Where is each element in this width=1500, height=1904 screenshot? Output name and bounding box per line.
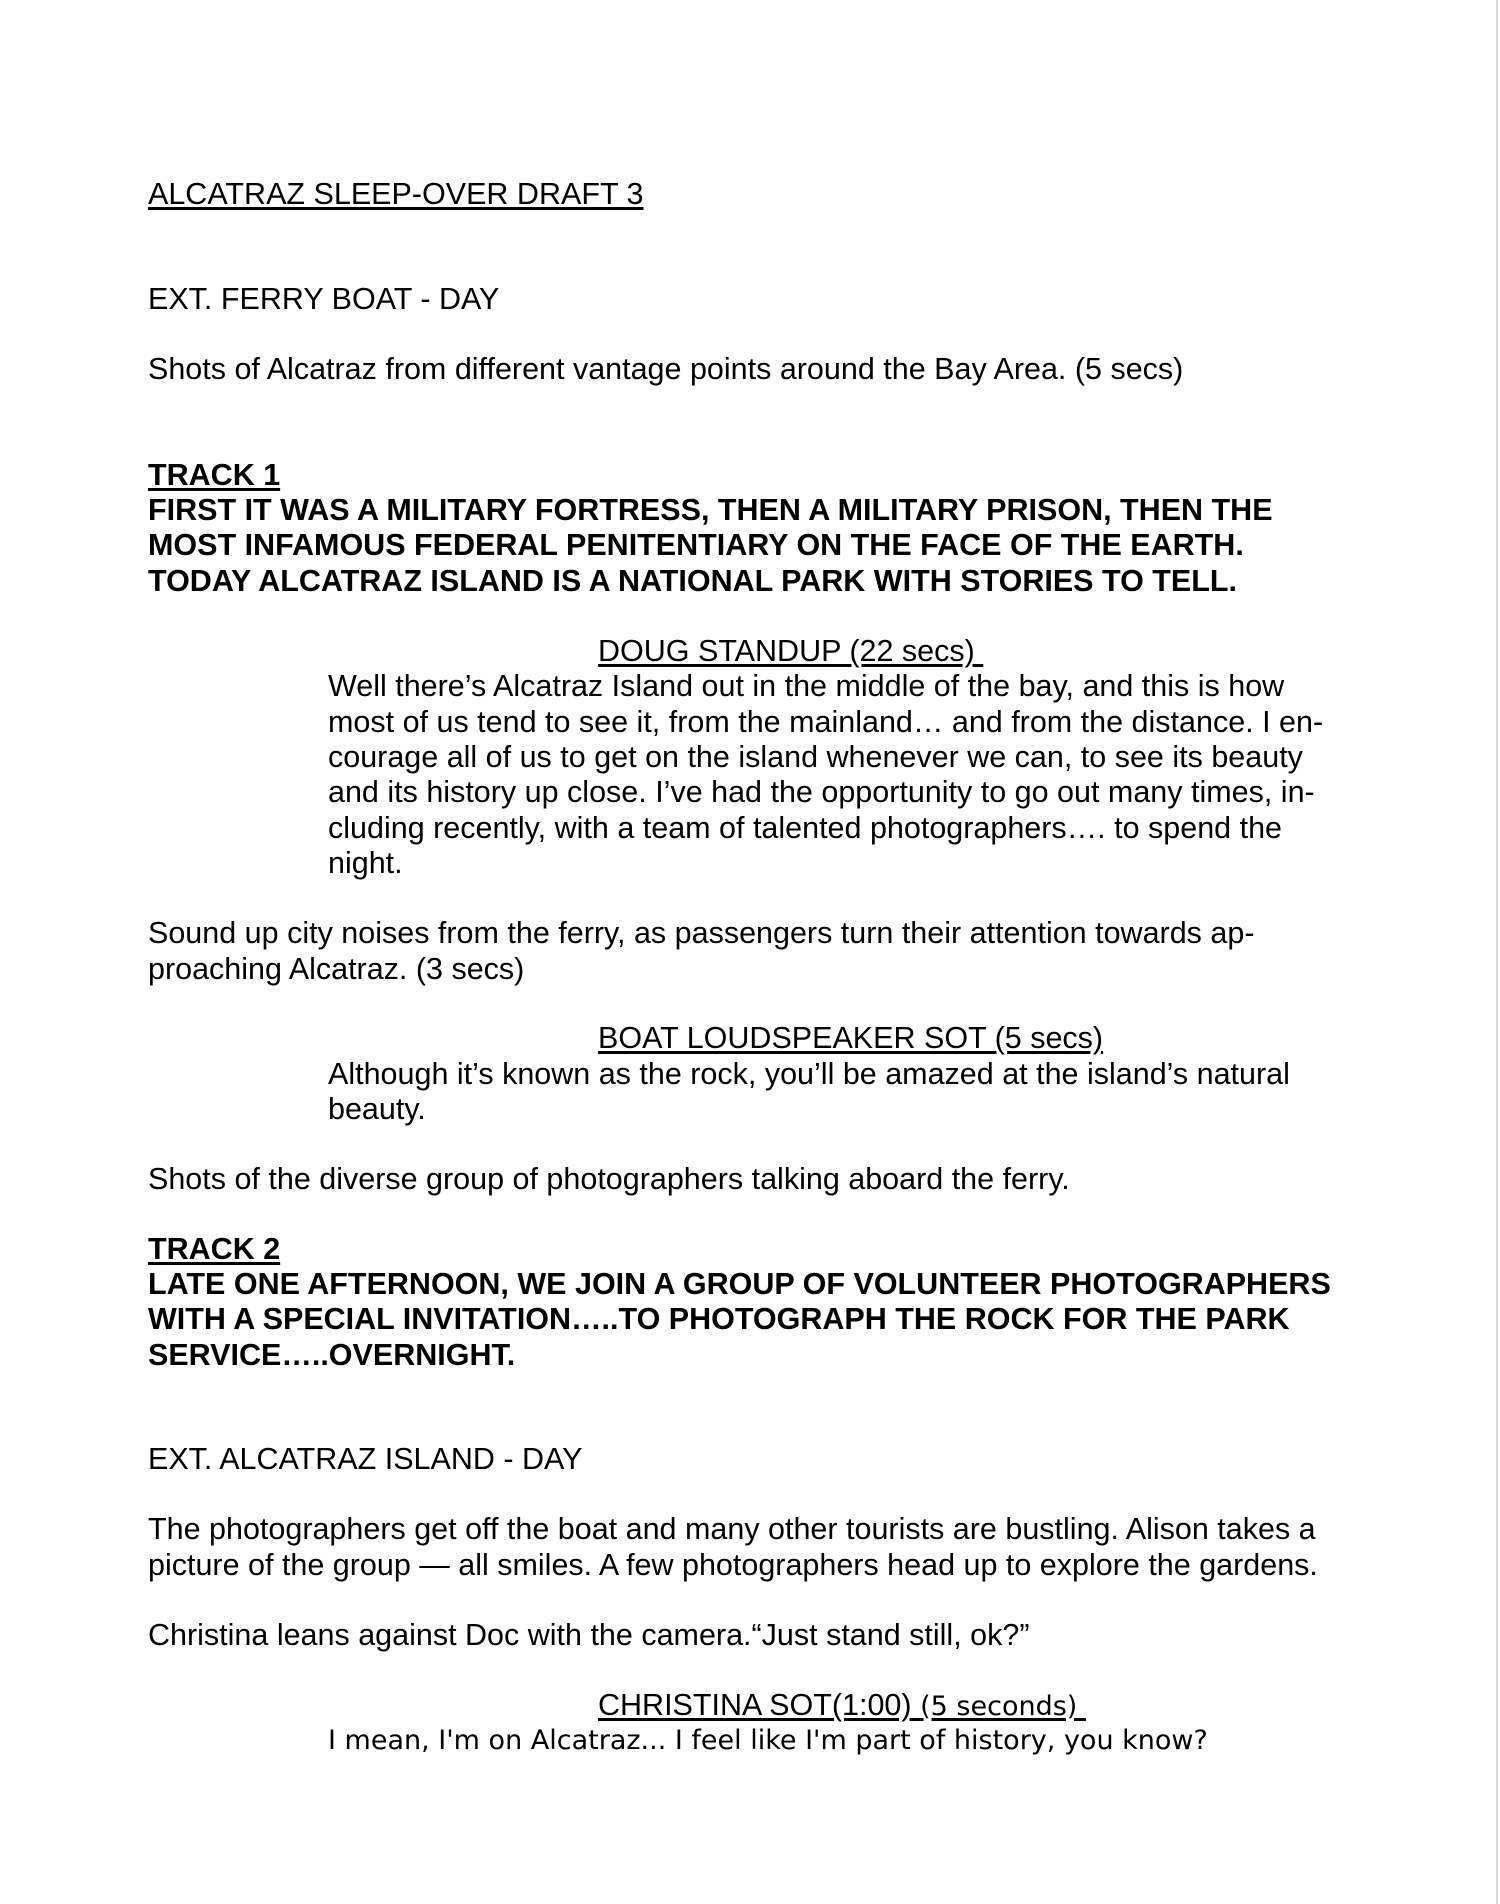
boat-loudspeaker-cue: BOAT LOUDSPEAKER SOT (5 secs): [598, 1021, 1104, 1055]
track-2-line: LATE ONE AFTERNOON, WE JOIN A GROUP OF VOLUNTEER PHOTOGRAPHERS: [148, 1267, 1331, 1301]
action-photographers-island: picture of the group — all smiles. A few photographers head up to explore the gardens.: [148, 1548, 1318, 1582]
doug-dialogue-line: Well there’s Alcatraz Island out in the middle of the bay, and this is how: [328, 669, 1285, 703]
scene-heading-ferry: EXT. FERRY BOAT - DAY: [148, 282, 500, 316]
track-2-line: SERVICE…..OVERNIGHT.: [148, 1338, 516, 1372]
page-edge-divider: [1496, 0, 1498, 1904]
action-city-noises: proaching Alcatraz. (3 secs): [148, 952, 525, 986]
boat-dialogue-line: beauty.: [328, 1092, 426, 1126]
christina-sot-cue: [598, 1688, 1086, 1725]
doug-dialogue-line: and its history up close. I’ve had the opportunity to go out many times, in-: [328, 775, 1315, 809]
scene-heading-island: EXT. ALCATRAZ ISLAND - DAY: [148, 1442, 583, 1476]
doug-dialogue-line: cluding recently, with a team of talented photographers…. to spend the: [328, 811, 1282, 845]
track-1-label: TRACK 1: [148, 458, 281, 492]
track-1-line: FIRST IT WAS A MILITARY FORTRESS, THEN A MILITARY PRISON, THEN THE: [148, 493, 1273, 527]
doug-dialogue-line: most of us tend to see it, from the mainland… and from the distance. I en-: [328, 705, 1324, 739]
action-city-noises: Sound up city noises from the ferry, as passengers turn their attention towards ap-: [148, 916, 1255, 950]
doug-dialogue-line: courage all of us to get on the island whenever we can, to see its beauty: [328, 740, 1303, 774]
track-2-line: WITH A SPECIAL INVITATION…..TO PHOTOGRAPH THE ROCK FOR THE PARK: [148, 1302, 1290, 1336]
boat-dialogue-line: Although it’s known as the rock, you’ll be amazed at the island’s natural: [328, 1057, 1290, 1091]
doug-dialogue-line: night.: [328, 846, 403, 880]
track-1-line: TODAY ALCATRAZ ISLAND IS A NATIONAL PARK WITH STORIES TO TELL.: [148, 564, 1237, 598]
action-photographers-ferry: Shots of the diverse group of photographers talking aboard the ferry.: [148, 1162, 1070, 1196]
script-title: ALCATRAZ SLEEP-OVER DRAFT 3: [148, 177, 644, 211]
track-2-label: TRACK 2: [148, 1232, 281, 1266]
action-photographers-island: The photographers get off the boat and many other tourists are bustling. Alison takes a: [148, 1512, 1316, 1546]
action-alcatraz-shots: Shots of Alcatraz from different vantage points around the Bay Area. (5 secs): [148, 352, 1184, 386]
christina-cue-main: CHRISTINA SOT(1:00): [598, 1688, 912, 1722]
christina-cue-duration: (5 seconds): [911, 1691, 1086, 1722]
christina-dialogue-line: I mean, I'm on Alcatraz... I feel like I'm part of history, you know?: [328, 1725, 1208, 1756]
action-christina-camera: Christina leans against Doc with the camera.“Just stand still, ok?”: [148, 1618, 1030, 1652]
doug-standup-cue: DOUG STANDUP (22 secs): [598, 634, 984, 668]
track-1-line: MOST INFAMOUS FEDERAL PENITENTIARY ON THE FACE OF THE EARTH.: [148, 528, 1244, 562]
